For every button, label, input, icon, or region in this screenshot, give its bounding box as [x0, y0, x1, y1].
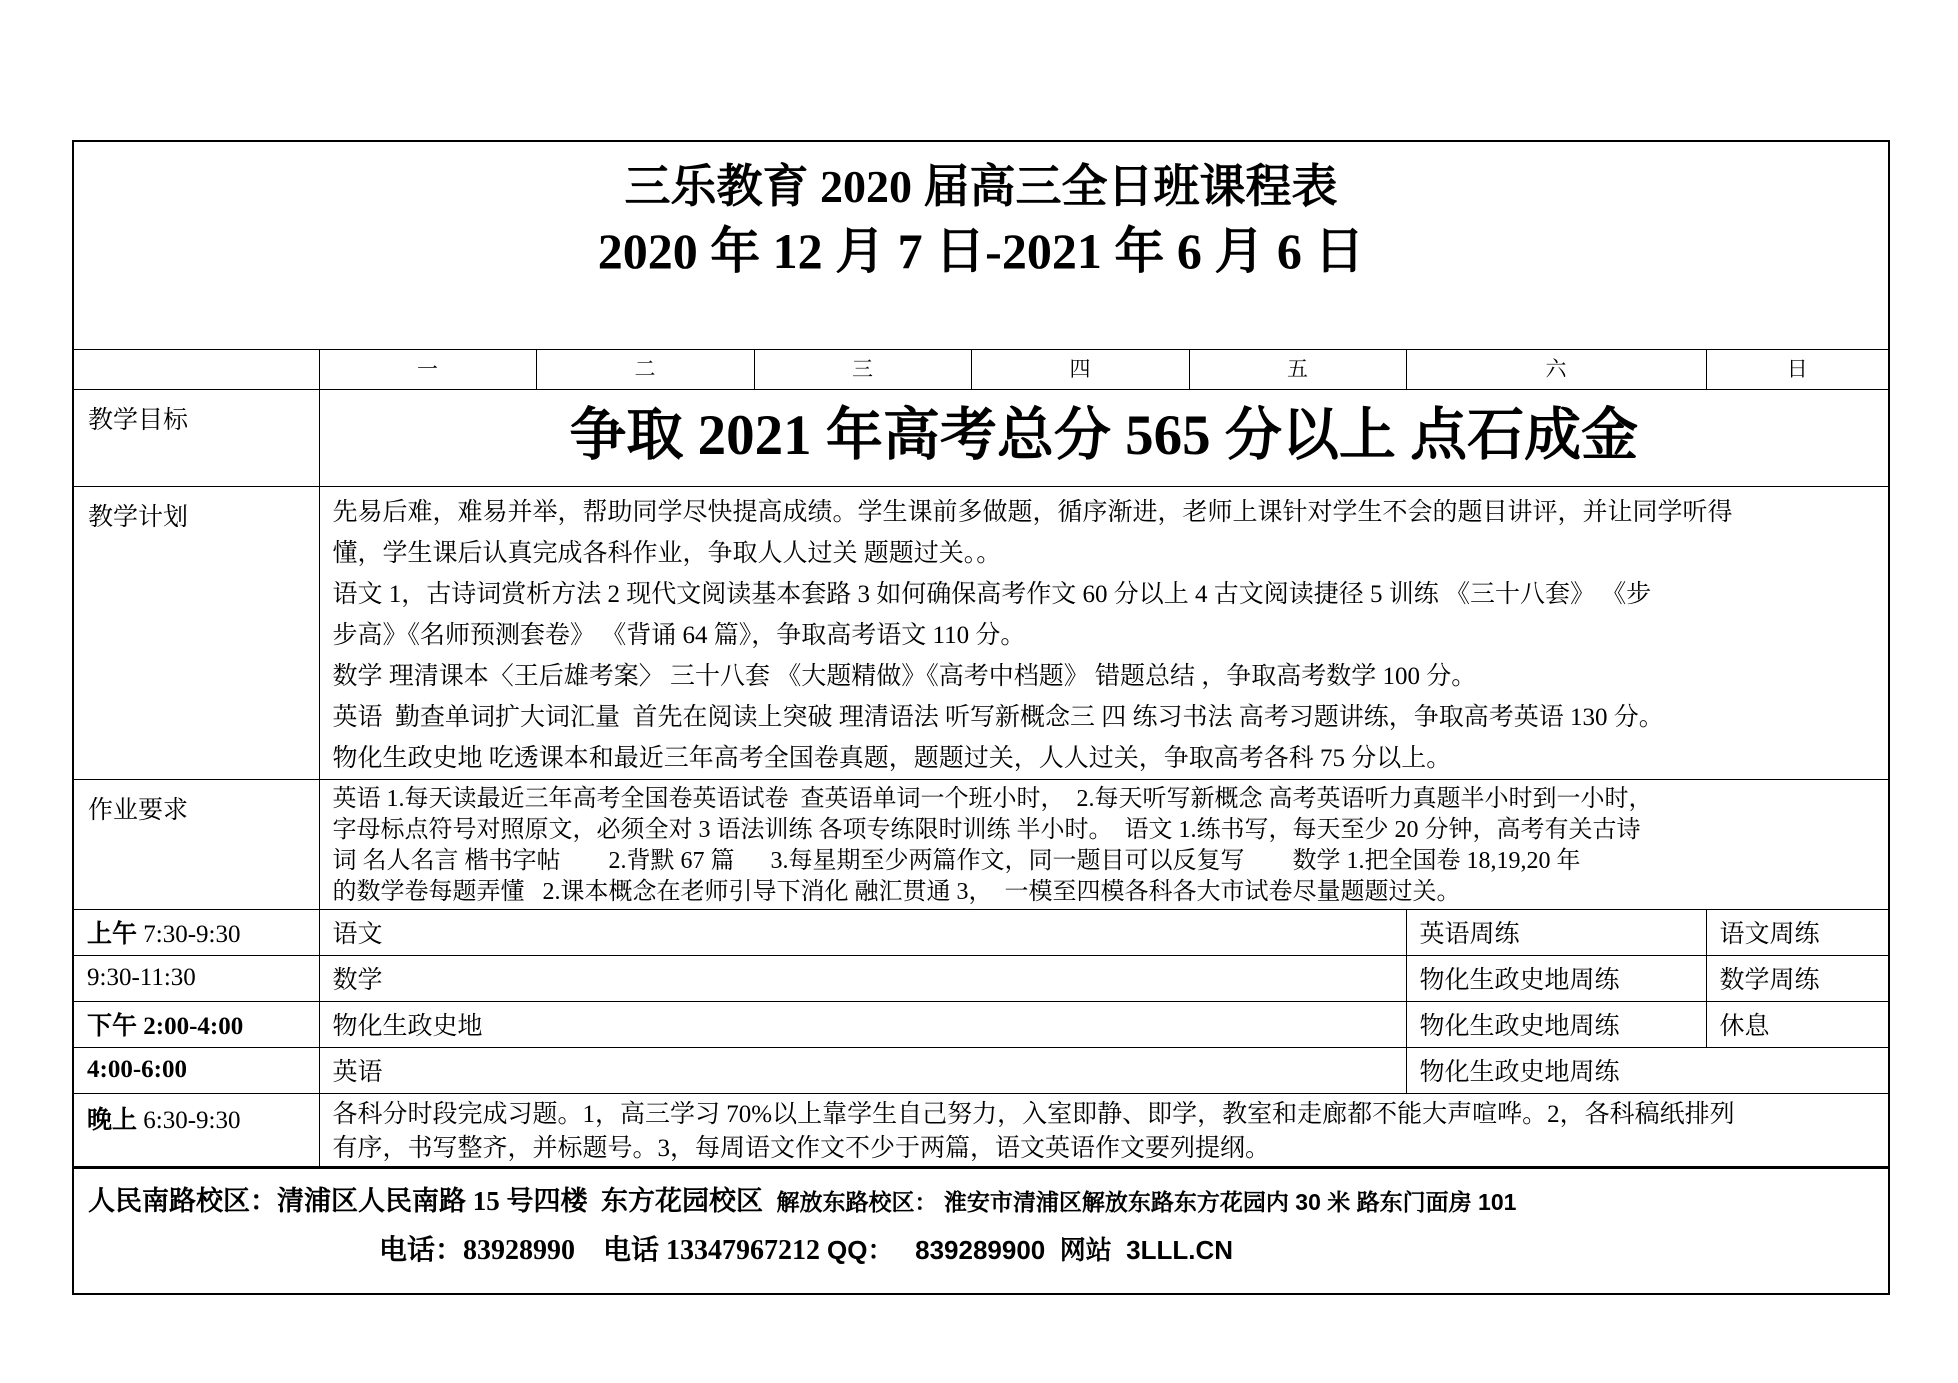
evening-line: 各科分时段完成习题。1，高三学习 70%以上靠学生自己努力，入室即静、即学，教室和走廊都不能大声喧哗。2，各科稿纸排列	[332, 1100, 1735, 1128]
plan-line: 数学 理清课本〈王后雄考案〉 三十八套 《大题精做》《高考中档题》 错题总结 ，争取高考数学 100 分。	[332, 662, 1477, 690]
weekday-wednesday: 三	[754, 349, 971, 389]
cell-weekday-morning2: 数学	[319, 955, 1406, 1001]
campus-sub-address: 解放东路校区： 淮安市清浦区解放东路东方花园内 30 米 路东门面房 101	[776, 1188, 1517, 1215]
time-label-morning1	[73, 909, 319, 955]
teaching-goal-label: 教学目标	[73, 389, 319, 486]
weekday-tuesday: 二	[536, 349, 754, 389]
homework-line: 英语 1.每天读最近三年高考全国卷英语试卷 查英语单词一个班小时， 2.每天听写新概念 高考英语听力真题半小时到一小时，	[332, 785, 1653, 812]
time-prefix: 晚上	[87, 1106, 144, 1134]
slot-row-morning2	[73, 955, 1889, 1001]
time-value: 9:30-11:30	[87, 964, 196, 991]
time-label-morning2	[73, 955, 319, 1001]
time-prefix: 下午	[87, 1013, 144, 1040]
cell-weekday-morning1: 语文	[319, 909, 1406, 955]
cell-saturday-afternoon2: 物化生政史地周练	[1406, 1047, 1889, 1093]
teaching-goal-text: 争取 2021 年高考总分 565 分以上 点石成金	[569, 403, 1639, 467]
weekday-friday: 五	[1189, 349, 1406, 389]
footer-cell	[73, 1167, 1889, 1294]
slot-row-morning1	[73, 909, 1889, 955]
cell-weekday-afternoon1: 物化生政史地	[319, 1001, 1406, 1047]
campus-main-address: 人民南路校区：清浦区人民南路 15 号四楼 东方花园校区	[88, 1185, 777, 1216]
plan-line: 英语 勤查单词扩大词汇量 首先在阅读上突破 理清语法 听写新概念三 四 练习书法 高考习题讲练，争取高考英语 130 分。	[332, 703, 1664, 731]
cell-evening-rules	[319, 1093, 1889, 1167]
plan-line: 先易后难，难易并举，帮助同学尽快提高成绩。学生课前多做题，循序渐进，老师上课针对学生不会的题目讲评，并让同学听得	[332, 498, 1733, 526]
plan-line: 物化生政史地 吃透课本和最近三年高考全国卷真题，题题过关，人人过关，争取高考各科 75 分以上。	[332, 744, 1452, 772]
time-label-afternoon2	[73, 1047, 319, 1093]
slot-row-afternoon2	[73, 1047, 1889, 1093]
time-label-afternoon1	[73, 1001, 319, 1047]
slot-row-afternoon1	[73, 1001, 1889, 1047]
cell-weekday-afternoon2: 英语	[319, 1047, 1406, 1093]
slot-row-evening	[73, 1093, 1889, 1167]
weekday-monday: 一	[319, 349, 536, 389]
time-value: 7:30-9:30	[143, 921, 241, 948]
qq-website: QQ： 839289900 网站 3LLL.CN	[827, 1234, 1234, 1265]
phone-numbers: 电话：83928990 电话 13347967212	[378, 1234, 827, 1266]
homework-label: 作业要求	[73, 779, 319, 909]
course-schedule-table	[72, 140, 1890, 1295]
teaching-goal-cell	[319, 389, 1889, 486]
plan-line: 懂，学生课后认真完成各科作业，争取人人过关 题题过关。。	[332, 539, 1002, 567]
plan-line: 语文 1，古诗词赏析方法 2 现代文阅读基本套路 3 如何确保高考作文 60 分以上 4 古文阅读捷径 5 训练 《三十八套》 《步	[332, 580, 1652, 608]
time-label-evening	[73, 1093, 319, 1167]
cell-saturday-morning2: 物化生政史地周练	[1406, 955, 1706, 1001]
weekday-saturday: 六	[1406, 349, 1706, 389]
homework-line: 的数学卷每题弄懂 2.课本概念在老师引导下消化 融汇贯通 3， 一模至四模各科各大市试卷尽量题题过关。	[332, 878, 1461, 905]
cell-saturday-morning1: 英语周练	[1406, 909, 1706, 955]
date-range: 2020 年 12 月 7 日-2021 年 6 月 6 日	[597, 223, 1365, 279]
teaching-goal-row	[73, 389, 1889, 486]
cell-sunday-morning2: 数学周练	[1706, 955, 1889, 1001]
time-value: 6:30-9:30	[143, 1106, 241, 1134]
corner-cell	[73, 349, 319, 389]
weekday-thursday: 四	[971, 349, 1189, 389]
cell-sunday-morning1: 语文周练	[1706, 909, 1889, 955]
title-row	[73, 141, 1889, 349]
time-prefix: 上午	[87, 921, 144, 948]
title-cell	[73, 141, 1889, 349]
homework-cell	[319, 779, 1889, 909]
homework-row	[73, 779, 1889, 909]
weekday-sunday: 日	[1706, 349, 1889, 389]
contact-info	[74, 1228, 1888, 1268]
plan-line: 步高》《名师预测套卷》 《背诵 64 篇》，争取高考语文 110 分。	[332, 621, 1026, 649]
cell-sunday-afternoon1: 休息	[1706, 1001, 1889, 1047]
page-title: 三乐教育 2020 届高三全日班课程表	[624, 161, 1338, 212]
cell-saturday-afternoon1: 物化生政史地周练	[1406, 1001, 1706, 1047]
time-value: 2:00-4:00	[143, 1013, 244, 1040]
evening-line: 有序，书写整齐，并标题号。3，每周语文作文不少于两篇，语文英语作文要列提纲。	[332, 1134, 1271, 1162]
teaching-plan-cell	[319, 486, 1889, 779]
teaching-plan-label: 教学计划	[73, 486, 319, 779]
time-value: 4:00-6:00	[87, 1056, 187, 1083]
campus-addresses	[74, 1169, 1888, 1218]
weekday-header-row	[73, 349, 1889, 389]
teaching-plan-row	[73, 486, 1889, 779]
homework-line: 字母标点符号对照原文，必须全对 3 语法训练 各项专练限时训练 半小时。 语文 1.练书写，每天至少 20 分钟，高考有关古诗	[332, 816, 1641, 843]
footer-row	[73, 1167, 1889, 1294]
homework-line: 词 名人名言 楷书字帖 2.背默 67 篇 3.每星期至少两篇作文，同一题目可以反复写 数学 1.把全国卷 18,19,20 年	[332, 847, 1581, 874]
